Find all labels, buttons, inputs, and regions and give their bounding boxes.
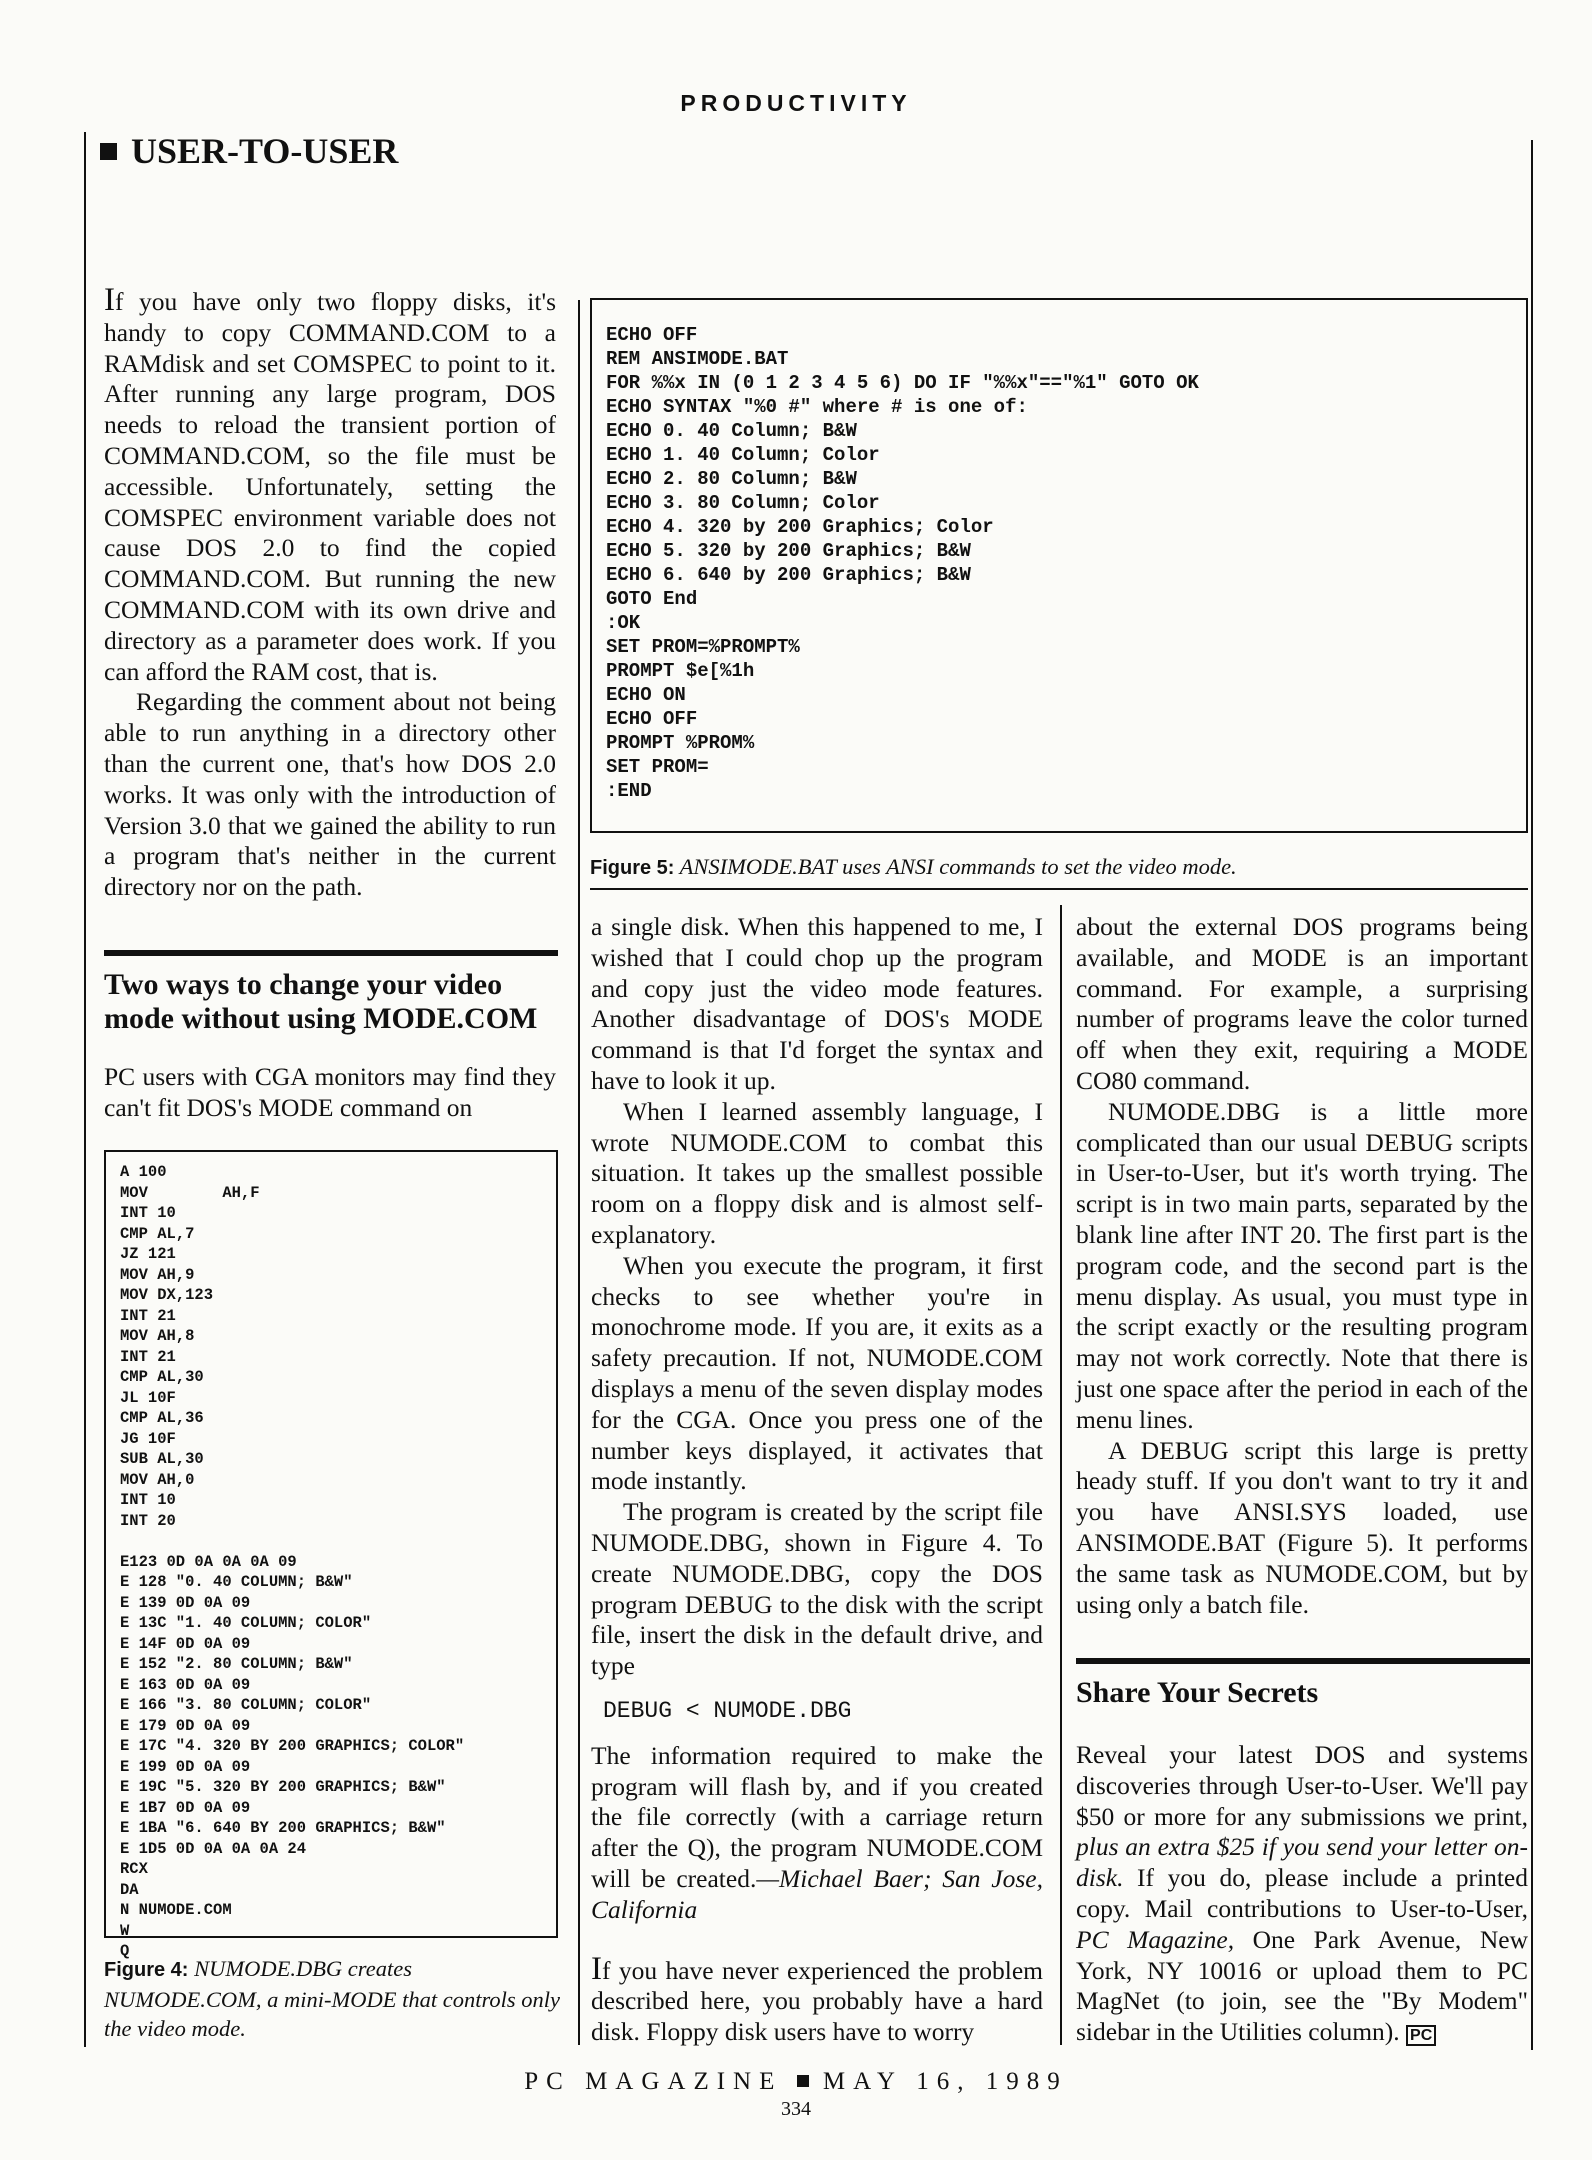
text-run-italic: plus an extra $25 if you send your letter on-disk. (1076, 1832, 1528, 1893)
paragraph: Regarding the comment about not being able to run anything in a directory other than the current one, that's how DOS 2.0 works. It was only with the introduction of Version 3.0 that we gained the ability to run a program that's neither in the current directory nor on the path. (104, 687, 556, 902)
intro-paragraph (104, 282, 556, 687)
figure-4-caption-text: NUMODE.DBG creates NUMODE.COM, a mini-MODE that controls only the video mode. (104, 1956, 560, 2041)
author-signature: —Michael Baer; San Jose, California (591, 1863, 1043, 1924)
figure-5-caption-text: ANSIMODE.BAT uses ANSI commands to set the video mode. (679, 854, 1237, 879)
department-label: USER-TO-USER (131, 131, 399, 171)
drop-cap: I (104, 282, 115, 318)
paragraph: about the external DOS programs being available, and MODE is an important command. For example, a surprising number of programs leave the color turned off when they exit, requiring a MODE CO80 command. (1076, 912, 1528, 1095)
footer (0, 2068, 1592, 2096)
bullet-square-icon (100, 143, 117, 160)
paragraph: The program is created by the script file NUMODE.DBG, shown in Figure 4. To create NUMODE.DBG, copy the DOS program DEBUG to the disk with the script file, insert the disk in the default drive, and type (591, 1497, 1043, 1681)
figure-5-caption (590, 852, 1528, 883)
lead-paragraph: PC users with CGA monitors may find they can't fit DOS's MODE command on (104, 1062, 556, 1122)
paragraph (591, 1950, 1043, 2048)
text-run: One Park Avenue, New York, NY 10016 or upload them to PC MagNet (to join, see the "By Modem" sidebar in the Utilities column). (1076, 1924, 1528, 2047)
bullet-square-icon (797, 2075, 809, 2087)
left-margin-rule (84, 132, 86, 2047)
section-title: PRODUCTIVITY (680, 90, 912, 116)
magazine-name: PC Magazine, (1076, 1924, 1235, 1954)
share-heading: Share Your Secrets (1076, 1676, 1319, 1709)
column-3-text (1076, 912, 1528, 1620)
paragraph (591, 1741, 1043, 1926)
share-text (1076, 1740, 1528, 2052)
footer-date: MAY 16, 1989 (822, 2068, 1068, 2095)
figure-4-code: A 100 MOV AH,F INT 10 CMP AL,7 JZ 121 MOV AH,9 MOV DX,123 INT 21 MOV AH,8 INT 21 CMP AL,30 JL 10F CMP AL,36 JG 10F SUB AL,30 MOV AH,0 INT 10 INT 20 E123 0D 0A 0A 0A 09 E 128 "0. 40 COLUMN; B&W" E 139 0D 0A 09 E 13C "1. 40 COLUMN; COLOR" E 14F 0D 0A 09 E 152 "2. 80 COLUMN; B&W" E 163 0D 0A 09 E 166 "3. 80 COLUMN; COLOR" E 179 0D 0A 09 E 17C "4. 320 BY 200 GRAPHICS; COLOR" E 199 0D 0A 09 E 19C "5. 320 BY 200 GRAPHICS; B&W" E 1B7 0D 0A 09 E 1BA "6. 640 BY 200 GRAPHICS; B&W" E 1D5 0D 0A 0A 0A 24 RCX DA N NUMODE.COM W Q (120, 1163, 465, 1960)
figure-4-caption (104, 1954, 564, 2043)
text-run: Reveal your latest DOS and systems discoveries through User-to-User. We'll pay $50 or more for any submissions we print, (1076, 1740, 1528, 1831)
paragraph-text: The information required to make the program will flash by, and if you created the file correctly (with a carriage return after the Q), the program NUMODE.COM will be created. (591, 1740, 1043, 1893)
drop-cap: I (591, 1950, 602, 1987)
sidebar-rule (104, 950, 558, 956)
sidebar-heading: Two ways to change your video mode without using MODE.COM (104, 968, 538, 1035)
command-line: DEBUG < NUMODE.DBG (603, 1697, 852, 1724)
right-margin-rule (1531, 140, 1533, 2050)
paragraph: a single disk. When this happened to me, I wished that I could chop up the program and copy just the video mode features. Another disadvantage of DOS's MODE command is that I'd forget the syntax and have to look it up. (591, 912, 1043, 1095)
figure-5-rule (590, 888, 1528, 890)
column-1-text (104, 282, 556, 903)
column-2-text (591, 912, 1043, 2048)
paragraph (1076, 1740, 1528, 2052)
paragraph: NUMODE.DBG is a little more complicated than our usual DEBUG scripts in User-to-User, but it's worth trying. The script is in two main parts, separated by the blank line after INT 20. The first part is the program code, and the second part is the menu display. As usual, you must type in the script exactly or the resulting program may not work correctly. Note that there is just one space after the period in each of the menu lines. (1076, 1096, 1528, 1434)
footer-magazine: PC MAGAZINE (524, 2068, 783, 2095)
page-number: 334 (781, 2098, 811, 2120)
figure-5-code: ECHO OFF REM ANSIMODE.BAT FOR %%x IN (0 1 2 3 4 5 6) DO IF "%%x"=="%1" GOTO OK ECHO SYNTAX "%0 #" where # is one of: ECHO 0. 40 Column; B&W ECHO 1. 40 Column; Color ECHO 2. 80 Column; B&W ECHO 3. 80 Column; Color ECHO 4. 320 by 200 Graphics; Color ECHO 5. 320 by 200 Graphics; B&W ECHO 6. 640 by 200 Graphics; B&W GOTO End :OK SET PROM=%PROMPT% PROMPT $e[%1h ECHO ON ECHO OFF PROMPT %PROM% SET PROM= :END (606, 324, 1199, 802)
sidebar-lead (104, 1062, 556, 1124)
text-run: If you do, please include a printed copy. Mail contributions to User-to-User, (1076, 1863, 1528, 1923)
paragraph: When you execute the program, it first checks to see whether you're in monochrome mode. If you are, it exits as a safety precaution. If not, NUMODE.COM displays a menu of the seven display modes for the CGA. Once you press one of the number keys displayed, it activates that mode instantly. (591, 1250, 1043, 1496)
figure-4-label: Figure 4: (104, 1959, 189, 1981)
column-rule-1 (578, 300, 580, 2045)
end-mark-icon: PC (1406, 2025, 1436, 2046)
figure-5-label: Figure 5: (590, 857, 675, 879)
column-rule-2 (1060, 905, 1062, 2045)
paragraph: When I learned assembly language, I wrote NUMODE.COM to combat this situation. It takes up the smallest possible room on a floppy disk and is almost self-explanatory. (591, 1096, 1043, 1249)
intro-text: f you have only two floppy disks, it's handy to copy COMMAND.COM to a RAMdisk and set COMSPEC to point to it. After running any large program, DOS needs to reload the transient portion of COMMAND.COM, so the file must be accessible. Unfortunately, setting the COMSPEC environment variable does not cause DOS 2.0 to find the copied COMMAND.COM. But running the new COMMAND.COM with its own drive and directory as a parameter does work. If you can afford the RAM cost, that is. (104, 287, 556, 686)
paragraph-text: f you have never experienced the problem described here, you probably have a hard disk. Floppy disk users have to worry (591, 1955, 1043, 2047)
share-rule (1076, 1658, 1530, 1664)
department-title (100, 130, 398, 172)
paragraph: A DEBUG script this large is pretty heady stuff. If you don't want to try it and you have ANSI.SYS loaded, use ANSIMODE.BAT (Figure 5). It performs the same task as NUMODE.COM, but by using only a batch file. (1076, 1435, 1528, 1619)
